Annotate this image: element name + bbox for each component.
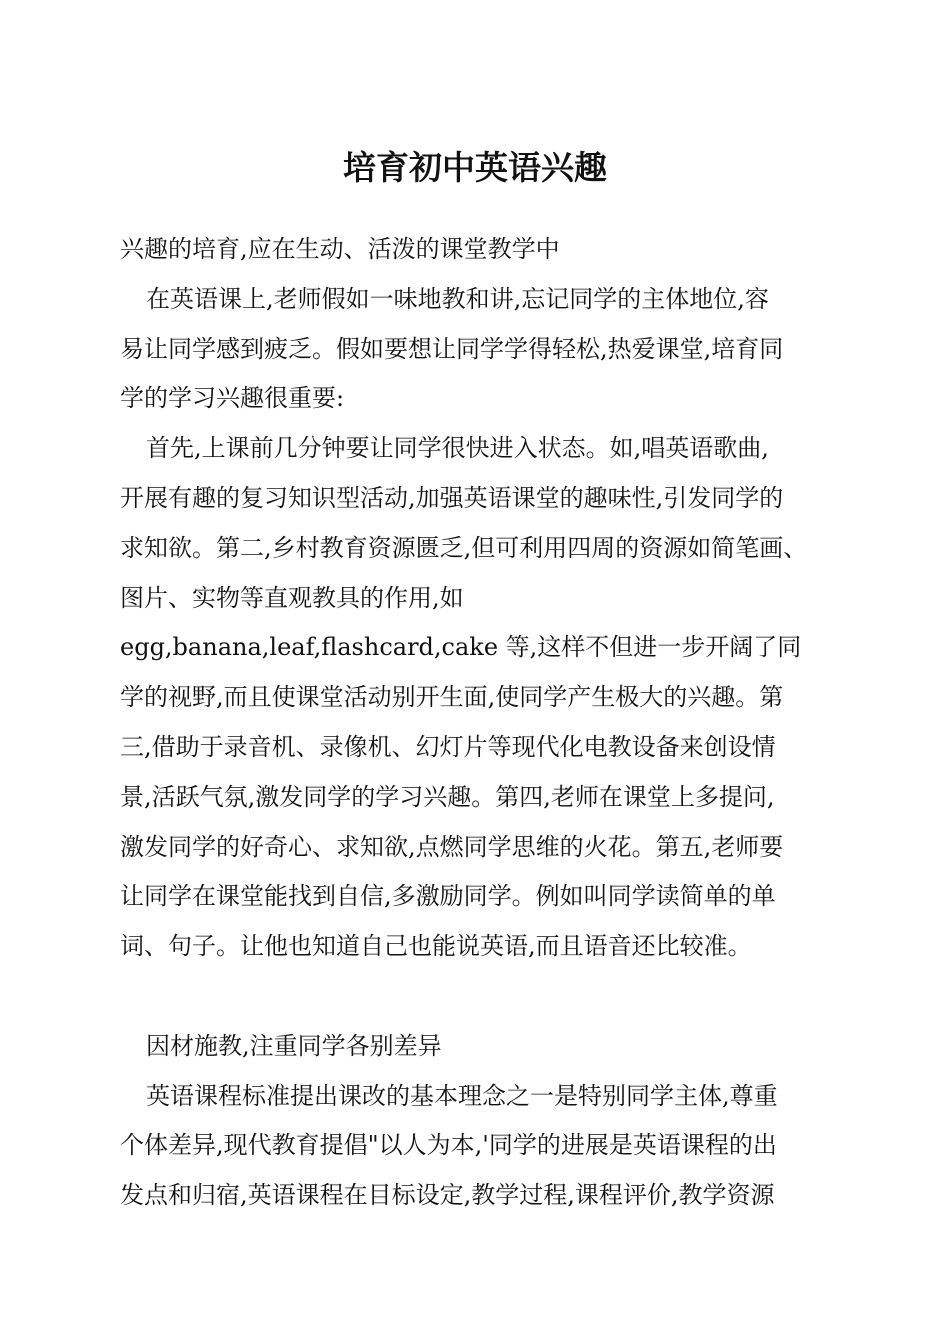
paragraph-line-8: 图片、实物等直观教具的作用,如 — [120, 583, 464, 612]
paragraph-line-10: 学的视野,而且使课堂活动别开生面,使同学产生极大的兴趣。第 — [120, 683, 784, 712]
paragraph-line-16: 英语课程标准提出课改的基本理念之一是特别同学主体,尊重 — [146, 1081, 778, 1110]
paragraph-line-11: 三,借助于录音机、录像机、幻灯片等现代化电教设备来创设情 — [120, 732, 776, 761]
paragraph-line-15: 词、句子。让他也知道自己也能说英语,而且语音还比较准。 — [120, 932, 752, 961]
document-body — [120, 225, 835, 1221]
paragraph-line-18: 发点和归宿,英语课程在目标设定,教学过程,课程评价,教学资源 — [120, 1181, 775, 1210]
paragraph-line-4: 学的学习兴趣很重要: — [120, 384, 345, 413]
paragraph-line-12: 景,活跃气氛,激发同学的学习兴趣。第四,老师在课堂上多提问, — [120, 782, 775, 811]
blank-line — [120, 972, 835, 1022]
paragraph-line-7: 求知欲。第二,乡村教育资源匮乏,但可利用四周的资源如简笔画、 — [120, 533, 808, 562]
paragraph-line-14: 让同学在课堂能找到自信,多激励同学。例如叫同学读简单的单 — [120, 882, 776, 911]
paragraph-line-1: 兴趣的培育,应在生动、活泼的课堂教学中 — [120, 235, 560, 263]
paragraph-line-5: 首先,上课前几分钟要让同学很快进入状态。如,唱英语歌曲, — [146, 434, 769, 463]
paragraph-line-13: 激发同学的好奇心、求知欲,点燃同学思维的火花。第五,老师要 — [120, 832, 784, 861]
page-title: 培育初中英语兴趣 — [343, 148, 607, 187]
paragraph-line-6: 开展有趣的复习知识型活动,加强英语课堂的趣味性,引发同学的 — [120, 483, 784, 512]
paragraph-line-17: 个体差异,现代教育提倡"以人为本,'同学的进展是英语课程的出 — [120, 1131, 777, 1160]
section-heading: 因材施教,注重同学各别差异 — [146, 1031, 442, 1060]
paragraph-line-2: 在英语课上,老师假如一味地教和讲,忘记同学的主体地位,容 — [146, 284, 769, 313]
paragraph-line-3: 易让同学感到疲乏。假如要想让同学学得轻松,热爱课堂,培育同 — [120, 334, 784, 363]
paragraph-line-9: egg,banana,leaf,flashcard,cake 等,这样不但进一步开阔了同 — [120, 633, 802, 662]
